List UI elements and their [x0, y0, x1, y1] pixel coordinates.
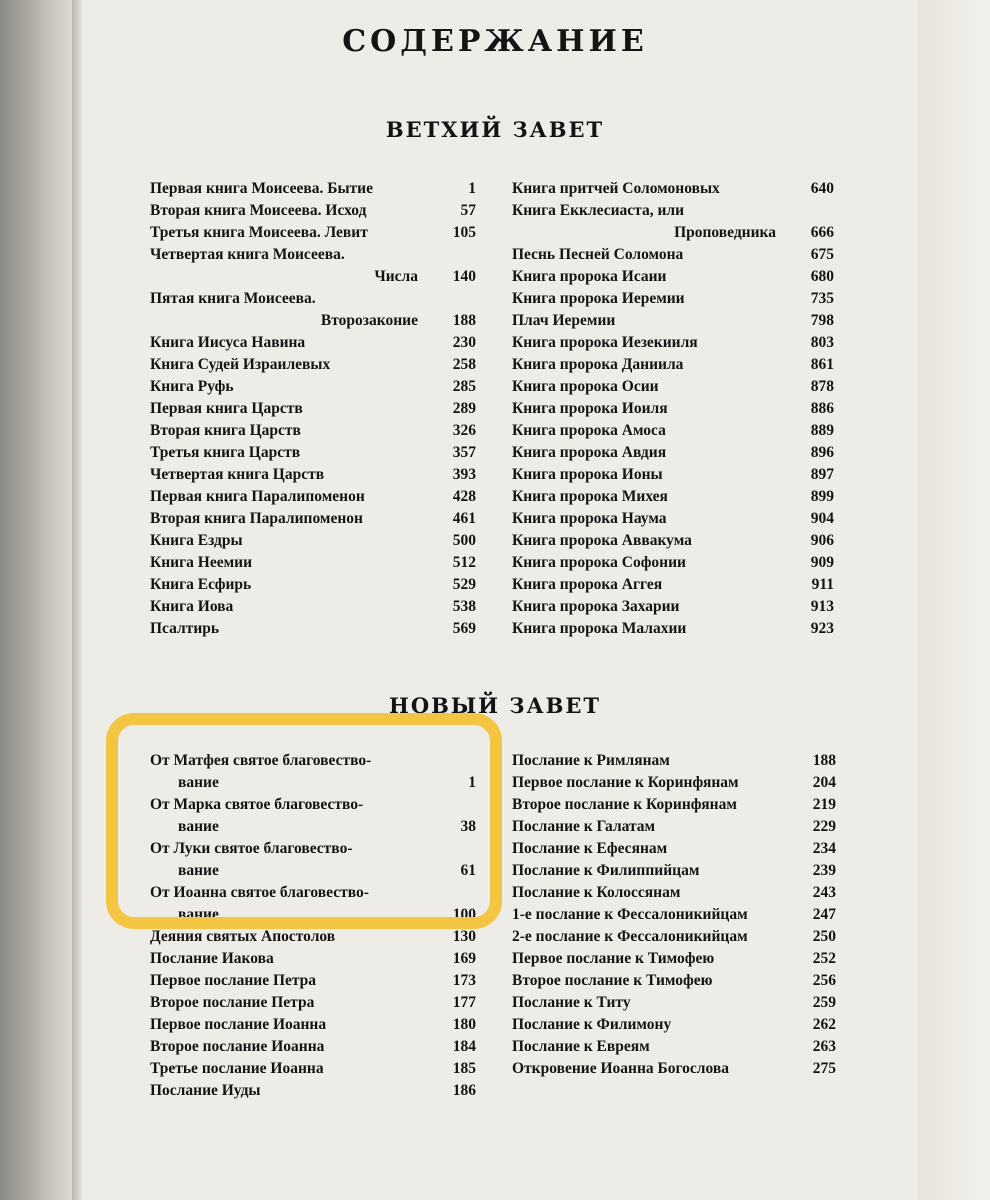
toc-entry-page-number: 357 [452, 444, 476, 461]
toc-entry-title-line: Второе послание к Тимофею [512, 972, 713, 989]
toc-entry-title-line: Книга пророка Ионы [512, 466, 663, 483]
toc-entry-title [512, 1036, 778, 1058]
toc-entry-title-line: Первая книга Царств [150, 400, 303, 417]
toc-entry-title [512, 970, 778, 992]
toc-entry-title-line: От Матфея святое благовество- [150, 752, 372, 769]
toc-entry-title-line: Послание к Титу [512, 994, 631, 1011]
toc-entry-title-line: Вторая книга Паралипоменон [150, 510, 363, 527]
toc-entry-page-number: 798 [810, 312, 834, 329]
toc-entry-title-line: Книга пророка Захарии [512, 598, 680, 615]
toc-entry-title-continuation: вание [178, 862, 219, 879]
toc-entry-page-number: 538 [452, 598, 476, 615]
toc-entry-title [150, 244, 418, 288]
toc-entry-page-number: 529 [452, 576, 476, 593]
toc-entry-title [512, 1058, 778, 1080]
page-right-margin [918, 0, 990, 1200]
toc-entry [150, 992, 476, 1014]
toc-entry-page-number: 140 [452, 268, 476, 285]
toc-entry-title [150, 376, 418, 398]
toc-entry [150, 530, 476, 552]
toc-entry [512, 882, 836, 904]
toc-entry-page-number: 861 [810, 356, 834, 373]
toc-entry-page-number: 252 [812, 950, 836, 967]
toc-entry-title [512, 266, 776, 288]
toc-entry-title-line: Книга Иисуса Навина [150, 334, 306, 351]
toc-entry [512, 574, 834, 596]
toc-entry-title [150, 530, 418, 552]
toc-entry [150, 398, 476, 420]
toc-entry-title [150, 1036, 418, 1058]
toc-entry-page-number: 428 [452, 488, 476, 505]
toc-entry [512, 310, 834, 332]
toc-entry-title [150, 222, 418, 244]
old-testament-left-column [150, 178, 476, 640]
toc-entry-page-number: 262 [812, 1016, 836, 1033]
toc-entry-page-number: 1 [468, 774, 476, 791]
toc-entry-title [150, 354, 418, 376]
toc-entry-page-number: 234 [812, 840, 836, 857]
toc-entry [150, 596, 476, 618]
toc-entry-title [512, 508, 776, 530]
toc-entry [150, 552, 476, 574]
toc-entry-title-line: Книга Екклесиаста, или [512, 202, 685, 219]
toc-entry-page-number: 184 [452, 1038, 476, 1055]
new-testament-heading: НОВЫЙ ЗАВЕТ [389, 693, 601, 718]
toc-entry-title-line: Послание к Галатам [512, 818, 656, 835]
toc-entry [512, 1036, 836, 1058]
toc-entry-page-number: 897 [810, 466, 834, 483]
toc-entry-page-number: 57 [460, 202, 476, 219]
toc-entry [150, 244, 476, 288]
toc-entry-title-line: Послание к Филиппийцам [512, 862, 700, 879]
toc-entry [512, 442, 834, 464]
toc-entry-title-line: Книга пророка Даниила [512, 356, 684, 373]
toc-entry [150, 618, 476, 640]
toc-entry-title-line: Книга Иова [150, 598, 234, 615]
toc-entry-title-line: Книга Руфь [150, 378, 234, 395]
toc-entry-title [512, 178, 776, 200]
toc-entry-title [512, 332, 776, 354]
toc-entry-page-number: 247 [812, 906, 836, 923]
toc-entry-page-number: 38 [460, 818, 476, 835]
toc-entry-title [150, 1014, 418, 1036]
toc-entry-title [512, 882, 778, 904]
toc-entry [512, 970, 836, 992]
toc-entry-title-line: Книга пророка Михея [512, 488, 668, 505]
toc-entry-title-line: Книга пророка Наума [512, 510, 667, 527]
toc-entry-page-number: 326 [452, 422, 476, 439]
toc-entry-page-number: 909 [810, 554, 834, 571]
toc-entry-title-line: Книга Неемии [150, 554, 252, 571]
toc-entry-title [150, 1080, 418, 1102]
toc-entry-title-continuation: Числа [374, 268, 418, 285]
toc-entry [150, 1080, 476, 1102]
toc-entry [512, 860, 836, 882]
toc-entry-title [512, 926, 778, 948]
toc-entry-title-line: Послание к Колоссянам [512, 884, 681, 901]
toc-entry-title-line: Откровение Иоанна Богослова [512, 1060, 729, 1077]
toc-entry [512, 464, 834, 486]
new-testament-right-column [512, 750, 836, 1080]
toc-entry-title-line: Книга Есфирь [150, 576, 252, 593]
toc-entry-title-line: Послание к Ефесянам [512, 840, 668, 857]
toc-entry-page-number: 500 [452, 532, 476, 549]
toc-entry-page-number: 878 [810, 378, 834, 395]
toc-entry [150, 926, 476, 948]
toc-entry-page-number: 219 [812, 796, 836, 813]
toc-entry-title-line: Первая книга Паралипоменон [150, 488, 365, 505]
toc-entry-page-number: 256 [812, 972, 836, 989]
toc-entry-title-line: Книга Ездры [150, 532, 243, 549]
toc-entry-page-number: 889 [810, 422, 834, 439]
toc-entry-title-line: Книга пророка Осии [512, 378, 659, 395]
toc-entry-title-line: Третье послание Иоанна [150, 1060, 324, 1077]
toc-entry [150, 486, 476, 508]
toc-entry-title-line: 2-е послание к Фессалоникийцам [512, 928, 748, 945]
toc-entry-title [512, 552, 776, 574]
toc-entry [512, 772, 836, 794]
toc-entry-title [512, 618, 776, 640]
toc-entry-page-number: 250 [812, 928, 836, 945]
toc-entry [512, 508, 834, 530]
toc-entry-title-line: Книга пророка Амоса [512, 422, 666, 439]
toc-entry-title-line: Книга пророка Аггея [512, 576, 663, 593]
toc-entry-page-number: 640 [810, 180, 834, 197]
toc-entry-page-number: 911 [811, 576, 834, 593]
toc-entry-title-line: Первое послание к Коринфянам [512, 774, 739, 791]
toc-entry-title [512, 420, 776, 442]
toc-entry [512, 288, 834, 310]
toc-entry-title [150, 332, 418, 354]
toc-entry-page-number: 180 [452, 1016, 476, 1033]
toc-entry-title [150, 178, 418, 200]
toc-entry-title [512, 794, 778, 816]
toc-entry [150, 288, 476, 332]
page-gutter [72, 0, 82, 1200]
toc-entry-title [512, 398, 776, 420]
toc-entry [150, 376, 476, 398]
toc-entry [512, 200, 834, 244]
toc-entry [150, 332, 476, 354]
toc-entry-title [150, 970, 418, 992]
toc-entry-title [512, 574, 776, 596]
toc-entry-title-line: Первая книга Моисеева. Бытие [150, 180, 373, 197]
toc-entry-title [512, 354, 776, 376]
toc-entry-title [150, 574, 418, 596]
toc-entry-title-line: Плач Иеремии [512, 312, 616, 329]
toc-entry-page-number: 803 [810, 334, 834, 351]
toc-entry [512, 596, 834, 618]
toc-entry-page-number: 188 [452, 312, 476, 329]
toc-entry-title [512, 596, 776, 618]
toc-entry [512, 332, 834, 354]
toc-entry-page-number: 1 [468, 180, 476, 197]
toc-entry [512, 948, 836, 970]
toc-entry-title [150, 596, 418, 618]
toc-entry-title [150, 464, 418, 486]
toc-entry-title-line: Псалтирь [150, 620, 220, 637]
toc-entry-page-number: 243 [812, 884, 836, 901]
toc-entry-title-line: Книга пророка Иезекииля [512, 334, 698, 351]
toc-entry-title-line: Книга пророка Авдия [512, 444, 667, 461]
toc-entry-page-number: 204 [812, 774, 836, 791]
toc-entry-title-line: Первое послание к Тимофею [512, 950, 715, 967]
toc-entry [150, 420, 476, 442]
toc-entry-title [512, 442, 776, 464]
toc-entry-title-line: Песнь Песней Соломона [512, 246, 684, 263]
toc-entry-title [512, 904, 778, 926]
toc-entry-title [150, 508, 418, 530]
toc-entry [150, 464, 476, 486]
toc-entry-title-line: От Марка святое благовество- [150, 796, 364, 813]
toc-entry-title [512, 948, 778, 970]
toc-entry-title [512, 1014, 778, 1036]
toc-entry-page-number: 569 [452, 620, 476, 637]
toc-entry-title [512, 750, 778, 772]
toc-entry-title-continuation: вание [178, 906, 219, 923]
toc-entry-title [512, 992, 778, 1014]
toc-entry [150, 508, 476, 530]
toc-entry-title-line: От Иоанна святое благовество- [150, 884, 369, 901]
toc-entry [150, 442, 476, 464]
toc-entry-page-number: 275 [812, 1060, 836, 1077]
toc-entry [512, 838, 836, 860]
toc-entry [512, 266, 834, 288]
toc-entry [512, 750, 836, 772]
toc-entry-page-number: 61 [460, 862, 476, 879]
toc-entry [512, 618, 834, 640]
toc-entry-title-line: Книга притчей Соломоновых [512, 180, 720, 197]
toc-entry-title [150, 552, 418, 574]
toc-entry-page-number: 185 [452, 1060, 476, 1077]
toc-entry-title-continuation: Второзаконие [320, 312, 418, 329]
toc-entry-title-line: Второе послание Иоанна [150, 1038, 325, 1055]
toc-entry [512, 244, 834, 266]
toc-entry-page-number: 666 [810, 224, 834, 241]
toc-entry [512, 1058, 836, 1080]
toc-entry-page-number: 169 [452, 950, 476, 967]
toc-entry-page-number: 263 [812, 1038, 836, 1055]
toc-entry-title [150, 288, 418, 332]
toc-entry-title-line: Вторая книга Царств [150, 422, 301, 439]
toc-entry-title [512, 464, 776, 486]
toc-entry [150, 1014, 476, 1036]
toc-entry-title-line: Четвертая книга Моисеева. [150, 246, 345, 263]
toc-entry-page-number: 735 [810, 290, 834, 307]
toc-entry-title [150, 618, 418, 640]
toc-entry-page-number: 393 [452, 466, 476, 483]
toc-entry [512, 178, 834, 200]
toc-entry-title-line: Послание Иуды [150, 1082, 261, 1099]
toc-entry-title-line: Книга пророка Малахии [512, 620, 687, 637]
toc-entry-page-number: 259 [812, 994, 836, 1011]
toc-entry-title-line: Четвертая книга Царств [150, 466, 325, 483]
toc-entry [512, 552, 834, 574]
book-spine-shadow [0, 0, 72, 1200]
toc-entry-page-number: 904 [810, 510, 834, 527]
toc-entry-title [512, 288, 776, 310]
toc-entry-title-line: Книга пророка Софонии [512, 554, 686, 571]
toc-entry-page-number: 512 [452, 554, 476, 571]
old-testament-heading: ВЕТХИЙ ЗАВЕТ [385, 117, 605, 142]
toc-entry-title-line: Книга Судей Израилевых [150, 356, 331, 373]
toc-entry-title-line: Первое послание Иоанна [150, 1016, 327, 1033]
toc-entry-title-continuation: Проповедника [674, 224, 776, 241]
toc-entry [150, 354, 476, 376]
toc-entry-page-number: 899 [810, 488, 834, 505]
toc-entry-page-number: 258 [452, 356, 476, 373]
toc-entry [150, 178, 476, 200]
toc-entry-title [512, 486, 776, 508]
toc-entry-title-line: Книга пророка Исаии [512, 268, 667, 285]
toc-entry [150, 948, 476, 970]
toc-entry [512, 420, 834, 442]
toc-entry-page-number: 229 [812, 818, 836, 835]
toc-entry-page-number: 105 [452, 224, 476, 241]
toc-entry-page-number: 130 [452, 928, 476, 945]
toc-entry [150, 1036, 476, 1058]
toc-entry-title [512, 200, 776, 244]
toc-entry-title-line: От Луки святое благовество- [150, 840, 353, 857]
toc-entry-title-line: 1-е послание к Фессалоникийцам [512, 906, 748, 923]
toc-entry-page-number: 239 [812, 862, 836, 879]
toc-entry-title [512, 310, 776, 332]
toc-entry-title-line: Книга пророка Иеремии [512, 290, 685, 307]
toc-entry [150, 1058, 476, 1080]
toc-entry-title [512, 376, 776, 398]
toc-entry-page-number: 896 [810, 444, 834, 461]
toc-entry [150, 200, 476, 222]
toc-entry-page-number: 186 [452, 1082, 476, 1099]
toc-entry [150, 222, 476, 244]
toc-entry-title-continuation: вание [178, 774, 219, 791]
toc-entry-title-line: Третья книга Царств [150, 444, 301, 461]
toc-entry-page-number: 675 [810, 246, 834, 263]
toc-entry-title [150, 1058, 418, 1080]
toc-entry-title [512, 860, 778, 882]
toc-entry-title-line: Вторая книга Моисеева. Исход [150, 202, 367, 219]
toc-entry-title-line: Послание Иакова [150, 950, 274, 967]
toc-entry-title [150, 420, 418, 442]
toc-entry-title [150, 992, 418, 1014]
toc-entry-page-number: 906 [810, 532, 834, 549]
toc-entry-page-number: 461 [452, 510, 476, 527]
toc-entry-page-number: 100 [452, 906, 476, 923]
toc-entry-page-number: 680 [810, 268, 834, 285]
toc-entry [512, 904, 836, 926]
toc-entry-title-line: Третья книга Моисеева. Левит [150, 224, 368, 241]
toc-entry-page-number: 913 [810, 598, 834, 615]
toc-entry-title-line: Послание к Евреям [512, 1038, 650, 1055]
toc-entry-page-number: 173 [452, 972, 476, 989]
toc-entry [512, 992, 836, 1014]
toc-entry-title-line: Послание к Римлянам [512, 752, 670, 769]
toc-entry-title [150, 926, 418, 948]
toc-entry-title-line: Послание к Филимону [512, 1016, 672, 1033]
toc-entry-title [512, 772, 778, 794]
toc-entry-title [150, 486, 418, 508]
toc-entry-title-line: Второе послание Петра [150, 994, 315, 1011]
toc-entry-page-number: 886 [810, 400, 834, 417]
toc-entry-page-number: 177 [452, 994, 476, 1011]
toc-entry [512, 354, 834, 376]
toc-entry-title [512, 244, 776, 266]
toc-entry [512, 486, 834, 508]
toc-entry [150, 970, 476, 992]
toc-entry [512, 816, 836, 838]
toc-entry [512, 1014, 836, 1036]
toc-entry-title [150, 200, 418, 222]
toc-entry-title-line: Пятая книга Моисеева. [150, 290, 316, 307]
toc-entry-title [512, 530, 776, 552]
toc-entry-title-line: Книга пророка Аввакума [512, 532, 692, 549]
toc-entry-title-continuation: вание [178, 818, 219, 835]
toc-entry-title-line: Второе послание к Коринфянам [512, 796, 737, 813]
toc-entry [512, 376, 834, 398]
toc-entry-title [512, 816, 778, 838]
toc-entry-page-number: 285 [452, 378, 476, 395]
toc-entry-page-number: 289 [452, 400, 476, 417]
toc-entry-title [150, 398, 418, 420]
toc-entry-title-line: Деяния святых Апостолов [150, 928, 336, 945]
toc-entry [512, 398, 834, 420]
old-testament-right-column [512, 178, 834, 640]
toc-entry-title [150, 948, 418, 970]
toc-entry [512, 926, 836, 948]
toc-entry-page-number: 230 [452, 334, 476, 351]
gospels-highlight-box [106, 713, 502, 929]
toc-entry-title-line: Книга пророка Иоиля [512, 400, 668, 417]
toc-entry [150, 574, 476, 596]
toc-entry-title [512, 838, 778, 860]
page-title: СОДЕРЖАНИЕ [342, 24, 648, 59]
toc-entry-title-line: Первое послание Петра [150, 972, 317, 989]
toc-entry [512, 530, 834, 552]
toc-entry [512, 794, 836, 816]
toc-entry-title [150, 442, 418, 464]
toc-entry-page-number: 923 [810, 620, 834, 637]
toc-entry-page-number: 188 [812, 752, 836, 769]
